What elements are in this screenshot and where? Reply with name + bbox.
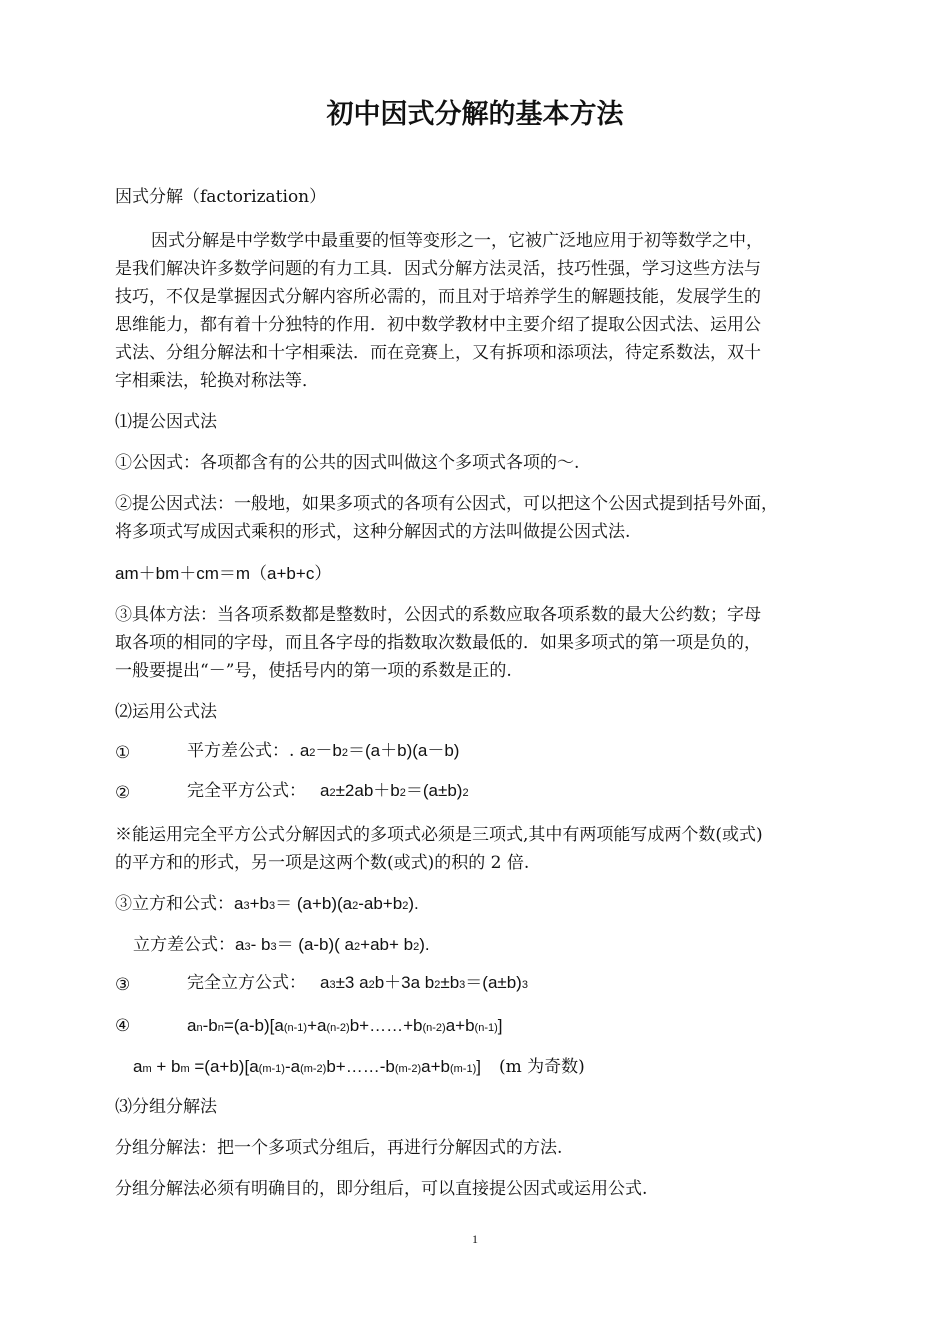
- section1-formula: am＋bm＋cm＝m（a+b+c）: [115, 564, 332, 583]
- intro-line: 字相乘法，轮换对称法等．: [115, 371, 319, 391]
- section3-line: 分组分解法：把一个多项式分组后，再进行分解因式的方法.: [115, 1138, 563, 1158]
- section3-heading: ⑶分组分解法: [115, 1097, 217, 1117]
- list-marker: ③: [115, 975, 131, 995]
- section3-line: 分组分解法必须有明确目的，即分组后，可以直接提公因式或运用公式.: [115, 1179, 648, 1199]
- cube-sum-formula: ③立方和公式：a3+b3＝ (a+b)(a2-ab+b2).: [115, 894, 419, 914]
- section1-item2: ②提公因式法：一般地，如果多项式的各项有公因式，可以把这个公因式提到括号外面，: [115, 494, 778, 514]
- perfect-cube-formula: 完全立方公式： a3±3 a2b＋3a b2±b3＝(a±b)3: [187, 973, 528, 993]
- section1-item3: ③具体方法：当各项系数都是整数时，公因式的系数应取各项系数的最大公约数；字母: [115, 605, 761, 625]
- intro-line: 因式分解是中学数学中最重要的恒等变形之一，它被广泛地应用于初等数学之中，: [151, 231, 763, 251]
- note-line: 的平方和的形式，另一项是这两个数(或式)的积的 2 倍.: [115, 853, 530, 873]
- section1-item1: ①公因式：各项都含有的公共的因式叫做这个多项式各项的～.: [115, 453, 580, 473]
- section1-heading: ⑴提公因式法: [115, 412, 217, 432]
- power-sum-formula: am + bm =(a+b)[a(m-1)-a(m-2)b+……-b(m-2)a+b(m-1)] (m 为奇数): [133, 1057, 585, 1077]
- section1-item3: 一般要提出“－”号，使括号内的第一项的系数是正的.: [115, 661, 512, 681]
- intro-line: 式法、分组分解法和十字相乘法．而在竞赛上，又有拆项和添项法，待定系数法，双十: [115, 343, 761, 363]
- difference-of-squares-formula: 平方差公式：. a2－b2＝(a＋b)(a－b): [187, 741, 460, 761]
- intro-line: 是我们解决许多数学问题的有力工具．因式分解方法灵活，技巧性强，学习这些方法与: [115, 259, 761, 279]
- intro-heading: 因式分解（factorization）: [115, 187, 327, 207]
- cube-difference-formula: 立方差公式：a3- b3＝ (a-b)( a2+ab+ b2).: [133, 935, 430, 955]
- list-marker: ①: [115, 743, 131, 763]
- section1-item2: 将多项式写成因式乘积的形式，这种分解因式的方法叫做提公因式法.: [115, 522, 631, 542]
- page-title: 初中因式分解的基本方法: [326, 99, 624, 130]
- note-line: ※能运用完全平方公式分解因式的多项式必须是三项式,其中有两项能写成两个数(或式): [115, 825, 763, 845]
- list-marker: ④: [115, 1016, 131, 1036]
- intro-line: 技巧，不仅是掌握因式分解内容所必需的，而且对于培养学生的解题技能，发展学生的: [115, 287, 761, 307]
- perfect-square-formula: 完全平方公式： a2±2ab＋b2＝(a±b)2: [187, 781, 469, 801]
- list-marker: ②: [115, 783, 131, 803]
- section2-heading: ⑵运用公式法: [115, 702, 217, 722]
- intro-line: 思维能力，都有着十分独特的作用．初中数学教材中主要介绍了提取公因式法、运用公: [115, 315, 761, 335]
- power-difference-formula: an-bn=(a-b)[a(n-1)+a(n-2)b+……+b(n-2)a+b(n-1)]: [187, 1016, 503, 1035]
- section1-item3: 取各项的相同的字母，而且各字母的指数取次数最低的．如果多项式的第一项是负的，: [115, 633, 761, 653]
- page-number: 1: [472, 1232, 478, 1246]
